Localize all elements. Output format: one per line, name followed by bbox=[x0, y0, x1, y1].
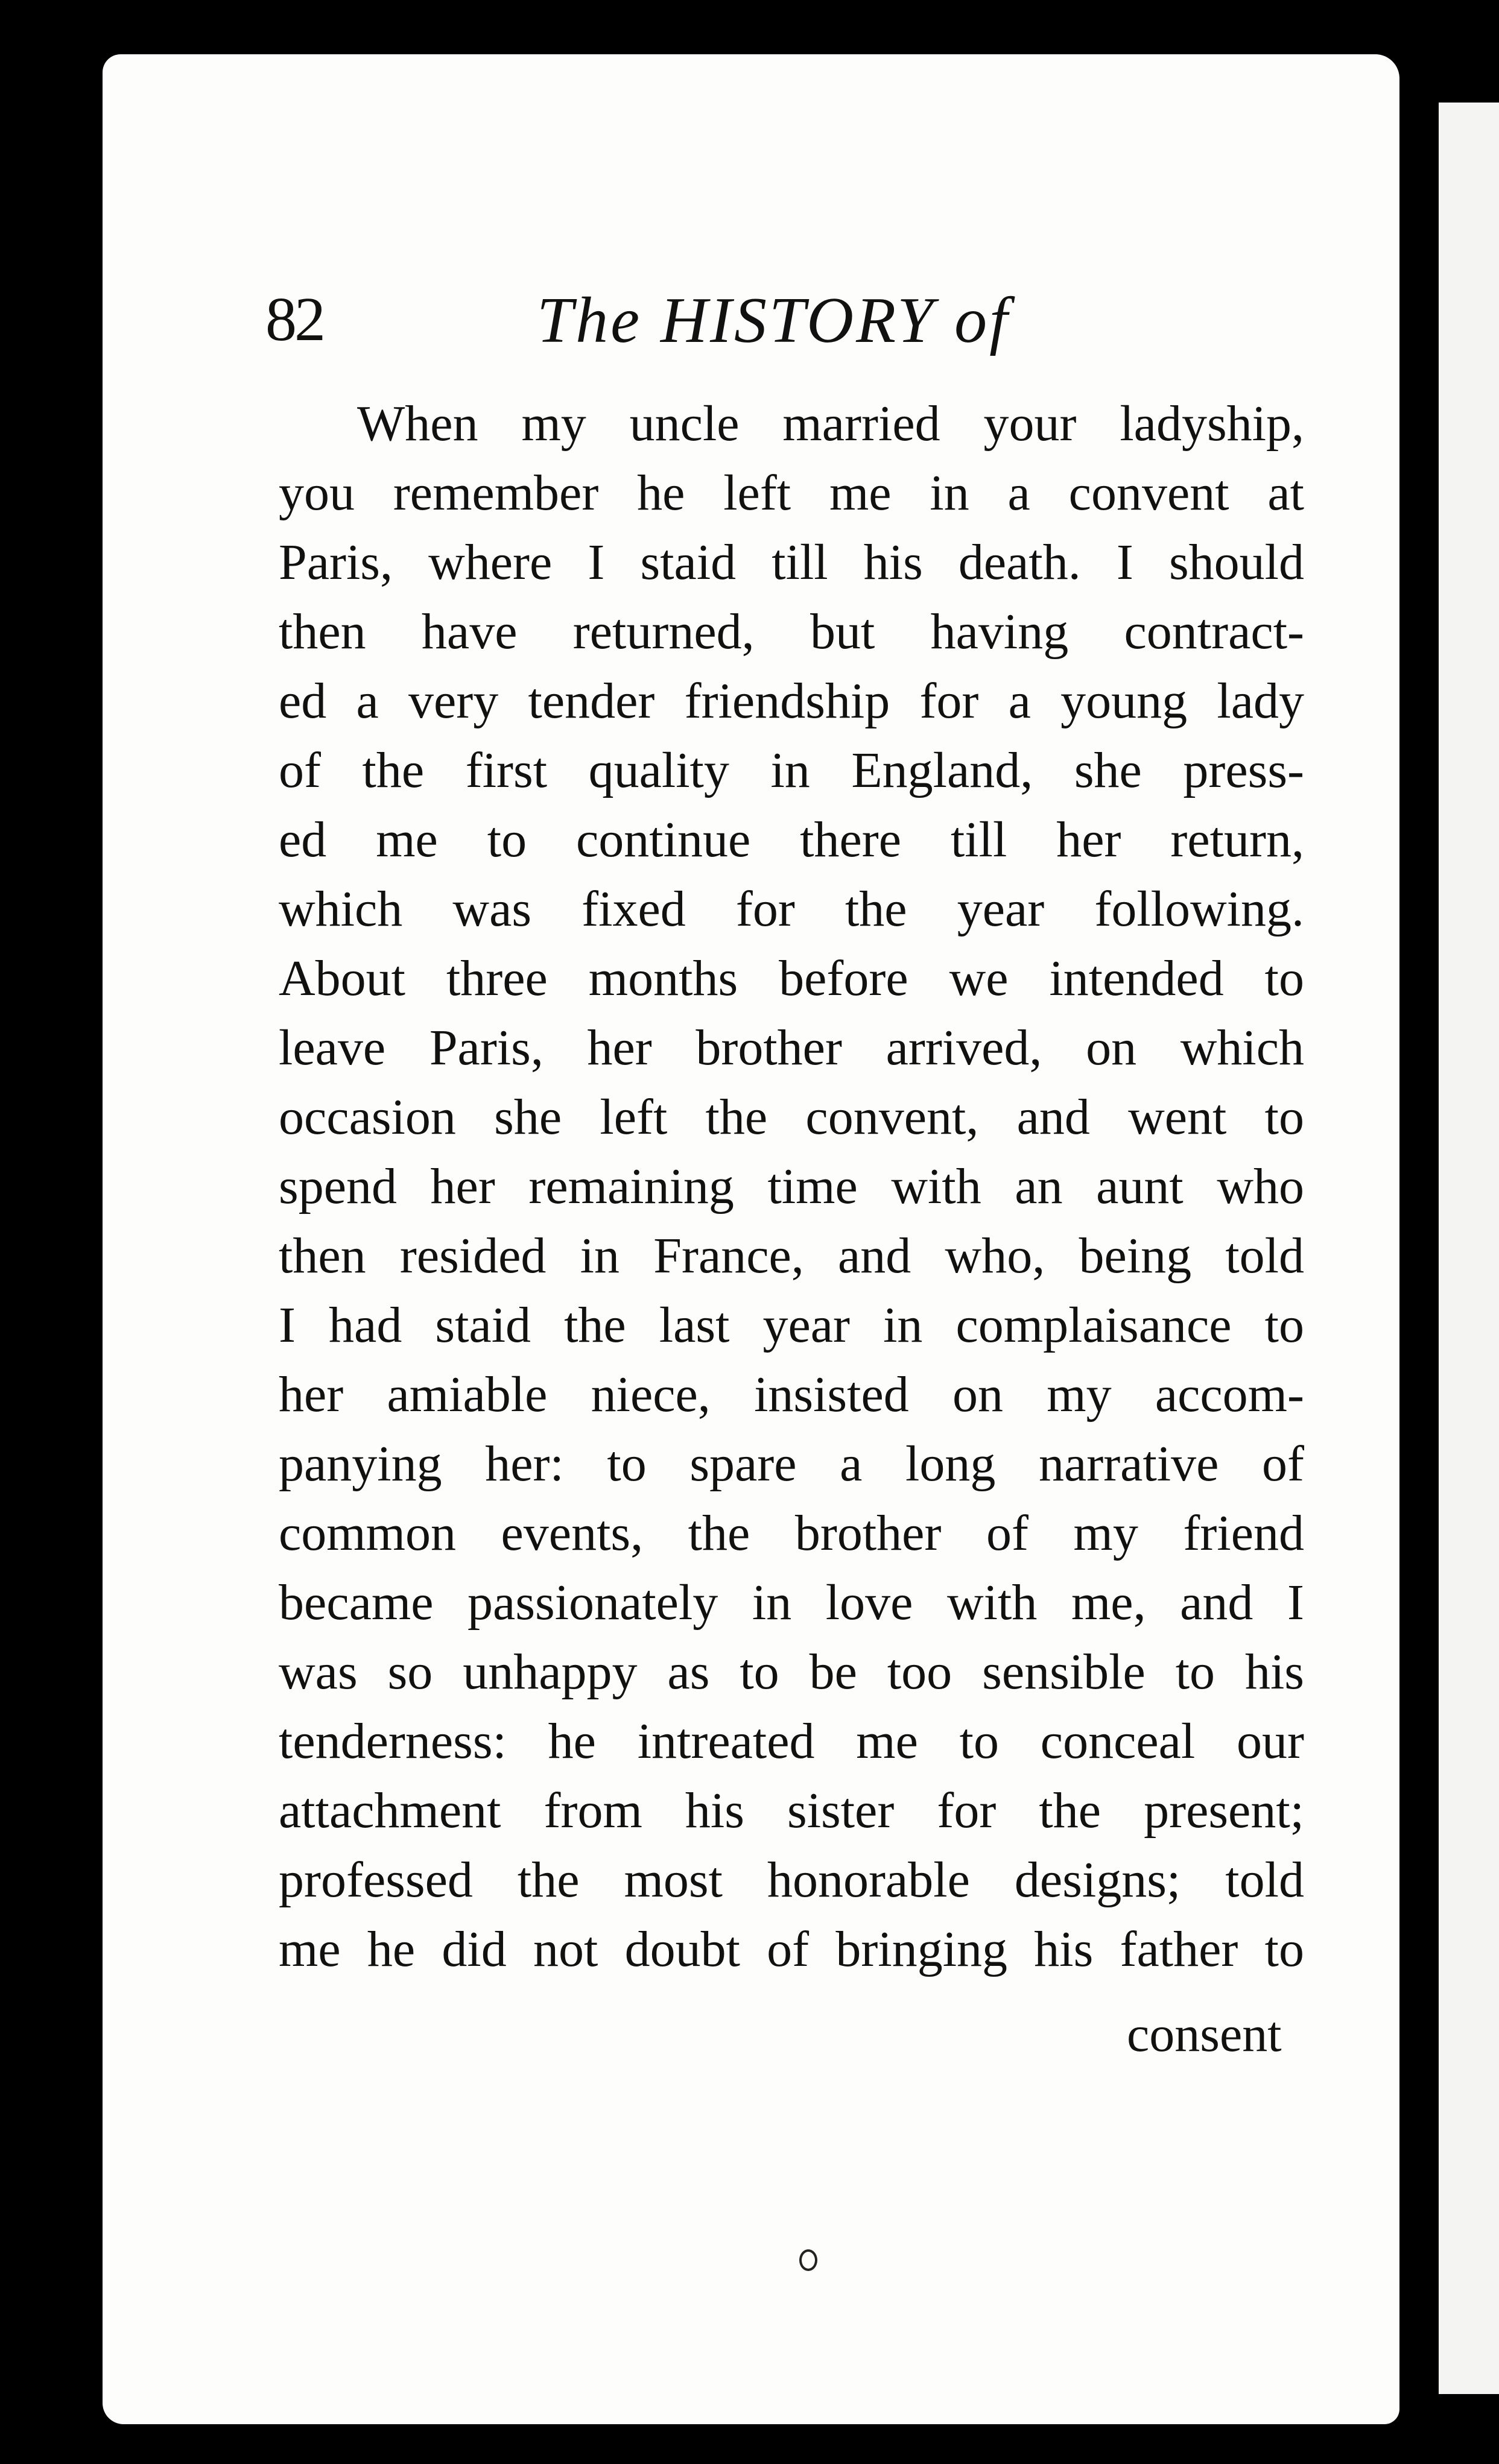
text-line: ed a very tender friendship for a young lady bbox=[279, 673, 1304, 729]
text-line: I had staid the last year in complaisance to bbox=[279, 1297, 1304, 1353]
text-line: professed the most honorable designs; told bbox=[279, 1852, 1304, 1908]
page-header bbox=[265, 283, 1110, 380]
ink-speck bbox=[799, 2249, 817, 2271]
text-line: of the first quality in England, she press- bbox=[279, 742, 1304, 798]
catchword: consent bbox=[1127, 2006, 1282, 2062]
text-line: tenderness: he intreated me to conceal our bbox=[279, 1713, 1304, 1769]
text-line: About three months before we intended to bbox=[279, 950, 1304, 1006]
text-line: you remember he left me in a convent at bbox=[279, 465, 1304, 521]
page-number: 82 bbox=[265, 285, 323, 354]
text-line: Paris, where I staid till his death. I should bbox=[279, 534, 1304, 590]
body-text bbox=[279, 389, 1304, 1984]
text-line: leave Paris, her brother arrived, on which bbox=[279, 1020, 1304, 1076]
adjacent-page-edge bbox=[1439, 103, 1499, 2394]
text-line: her amiable niece, insisted on my accom- bbox=[279, 1366, 1304, 1423]
text-line: was so unhappy as to be too sensible to his bbox=[279, 1644, 1304, 1700]
text-line: When my uncle married your ladyship, bbox=[357, 396, 1304, 452]
text-line: ed me to continue there till her return, bbox=[279, 812, 1304, 868]
text-line: me he did not doubt of bringing his father to bbox=[279, 1921, 1304, 1977]
text-line: attachment from his sister for the present; bbox=[279, 1783, 1304, 1839]
text-line: panying her: to spare a long narrative of bbox=[279, 1436, 1304, 1492]
text-line: occasion she left the convent, and went to bbox=[279, 1089, 1304, 1145]
text-line: then have returned, but having contract- bbox=[279, 604, 1304, 660]
text-line: then resided in France, and who, being told bbox=[279, 1228, 1304, 1284]
running-head: The HISTORY of bbox=[537, 285, 1010, 356]
text-line: became passionately in love with me, and I bbox=[279, 1575, 1304, 1631]
text-line: spend her remaining time with an aunt who bbox=[279, 1158, 1304, 1215]
text-line: common events, the brother of my friend bbox=[279, 1505, 1304, 1561]
text-line: which was fixed for the year following. bbox=[279, 881, 1304, 937]
